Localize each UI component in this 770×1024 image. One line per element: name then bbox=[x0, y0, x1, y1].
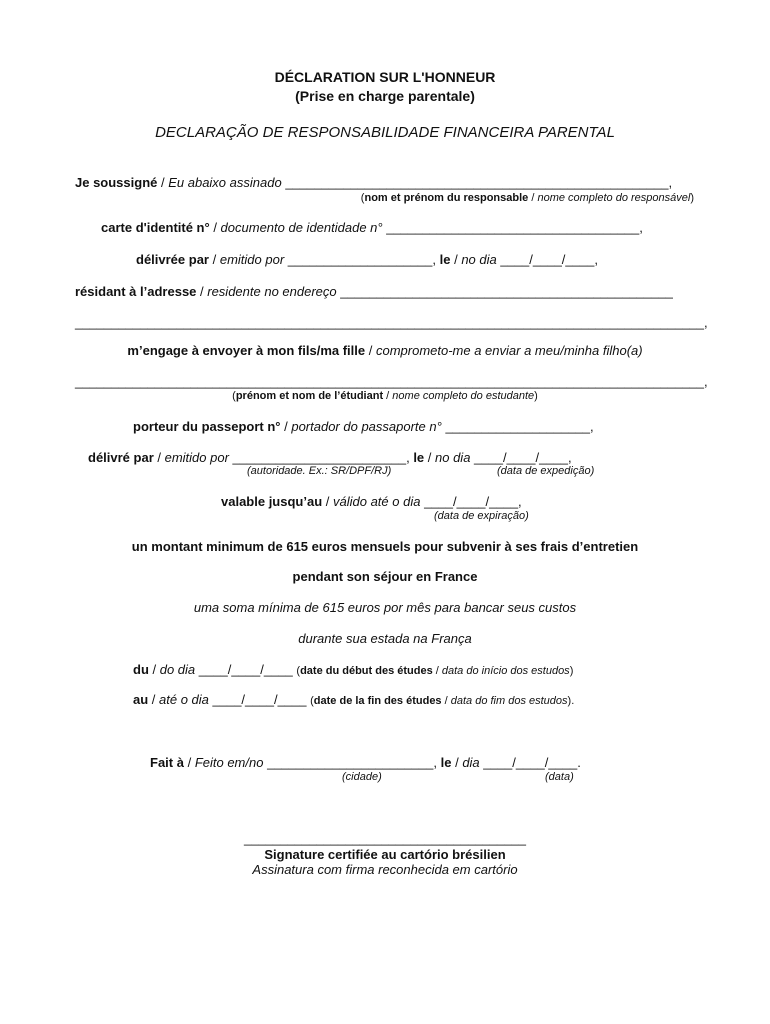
label-pt: emitido por bbox=[164, 450, 229, 465]
label-fr: m’engage à envoyer à mon fils/ma fille bbox=[127, 343, 366, 358]
no-dia-label: no dia bbox=[435, 450, 471, 465]
line-passeport: porteur du passeport n° / portador do passaporte n° ____________________, bbox=[133, 419, 594, 434]
document-title: DÉCLARATION SUR L'HONNEUR bbox=[274, 69, 496, 85]
document-subtitle: (Prise en charge parentale) bbox=[295, 88, 475, 104]
label-fr: carte d'identité n° bbox=[101, 220, 210, 235]
city-blank: _______________________, bbox=[267, 755, 437, 770]
date-blank: ____/____/____, bbox=[424, 494, 522, 509]
hint-soussigne: (nom et prénom du responsable / nome completo do responsável) bbox=[360, 192, 694, 204]
issuer-blank: ________________________, bbox=[232, 450, 410, 465]
address-blank-line-2: _______________________________________________________________________________________, bbox=[75, 315, 708, 330]
label-fr: délivrée par bbox=[136, 252, 209, 267]
line-delivree-par: délivrée par / emitido por ____________________, le / no dia ____/____/____, bbox=[136, 252, 598, 267]
label-fr: porteur du passeport n° bbox=[133, 419, 281, 434]
hint-pt: data do início dos estudos bbox=[441, 665, 570, 677]
signature-label-pt: Assinatura com firma reconhecida em cartório bbox=[252, 862, 518, 877]
label-pt: até o dia bbox=[159, 692, 209, 707]
label-pt: Feito em/no bbox=[194, 755, 264, 770]
hint-cidade: (cidade) bbox=[342, 771, 382, 783]
signature-line: _______________________________________ bbox=[244, 831, 526, 846]
line-delivre-par: délivré par / emitido por ________________________, le / no dia ____/____/____, bbox=[88, 450, 572, 465]
label-pt: Eu abaixo assinado bbox=[168, 175, 282, 190]
hint-data-expedicao: (data de expedição) bbox=[497, 465, 595, 477]
date-blank: ____/____/____ bbox=[212, 692, 307, 707]
no-dia-label: no dia bbox=[461, 252, 497, 267]
line-soussigne: Je soussigné / Eu abaixo assinado _____________________________________________________, bbox=[75, 175, 673, 190]
hint-fr: prénom et nom de l’étudiant bbox=[235, 390, 384, 402]
signature-label-fr: Signature certifiée au cartório brésilien bbox=[264, 847, 506, 862]
line-au: au / até o dia ____/____/____ (date de la fin des études / data do fim dos estudos). bbox=[133, 692, 575, 707]
le-label: le bbox=[413, 450, 425, 465]
hint-data: (data) bbox=[545, 771, 574, 783]
hint-data-expiracao-text: data de expiração bbox=[437, 510, 526, 522]
issuer-blank: ____________________, bbox=[287, 252, 436, 267]
line-engage: m’engage à envoyer à mon fils/ma fille / comprometo-me a enviar a meu/minha filho(a) bbox=[127, 343, 643, 358]
label-pt: comprometo-me a enviar a meu/minha filho(a) bbox=[375, 343, 643, 358]
hint-data-text: data bbox=[548, 771, 571, 783]
amount-fr-line-2: pendant son séjour en France bbox=[292, 569, 478, 584]
id-blank: ___________________________________, bbox=[386, 220, 643, 235]
label-fr: valable jusqu’au bbox=[221, 494, 323, 509]
date-blank: ____/____/____, bbox=[500, 252, 598, 267]
line-valable: valable jusqu’au / válido até o dia ____/____/____, bbox=[221, 494, 522, 509]
line-fait-a: Fait à / Feito em/no _______________________, le / dia ____/____/____. bbox=[150, 755, 581, 770]
le-label: le bbox=[440, 755, 452, 770]
hint-autoridade: (autoridade. Ex.: SR/DPF/RJ) bbox=[247, 465, 392, 477]
label-pt: válido até o dia bbox=[333, 494, 421, 509]
label-pt: documento de identidade n° bbox=[220, 220, 383, 235]
label-pt: portador do passaporte n° bbox=[291, 419, 442, 434]
document-title-pt: DECLARAÇÃO DE RESPONSABILIDADE FINANCEIRA PARENTAL bbox=[155, 124, 615, 141]
label-fr: Fait à bbox=[150, 755, 184, 770]
label-fr: Je soussigné bbox=[75, 175, 158, 190]
date-blank: ____/____/____. bbox=[483, 755, 581, 770]
label-pt: emitido por bbox=[219, 252, 285, 267]
label-fr: du bbox=[133, 662, 149, 677]
address-blank: ______________________________________________ bbox=[340, 284, 673, 299]
label-pt: do dia bbox=[159, 662, 196, 677]
hint-pt: nome completo do responsável bbox=[537, 192, 691, 204]
name-blank: _____________________________________________________, bbox=[285, 175, 673, 190]
passport-blank: ____________________, bbox=[445, 419, 594, 434]
label-fr: délivré par bbox=[88, 450, 154, 465]
hint-fr: date du début des études bbox=[300, 665, 433, 677]
dia-label: dia bbox=[462, 755, 480, 770]
line-carte-identite: carte d'identité n° / documento de identidade n° ___________________________________, bbox=[101, 220, 643, 235]
amount-pt-line-1: uma soma mínima de 615 euros por mês para bancar seus custos bbox=[193, 600, 577, 615]
amount-fr-line-1: un montant minimum de 615 euros mensuels pour subvenir à ses frais d’entretien bbox=[131, 539, 639, 554]
hint-fr: date de la fin des études bbox=[313, 695, 442, 707]
line-du: du / do dia ____/____/____ (date du début des études / data do início dos estudos) bbox=[133, 662, 574, 677]
hint-fr: nom et prénom du responsable bbox=[364, 192, 529, 204]
student-blank-line: _______________________________________________________________________________________, bbox=[75, 374, 708, 389]
label-pt: residente no endereço bbox=[207, 284, 337, 299]
hint-student: (prénom et nom de l’étudiant / nome completo do estudante) bbox=[232, 390, 538, 402]
hint-cidade-text: cidade bbox=[345, 771, 379, 783]
line-residant: résidant à l’adresse / residente no endereço ______________________________________________ bbox=[75, 284, 673, 299]
hint-pt: nome completo do estudante bbox=[392, 390, 535, 402]
hint-data-expiracao: (data de expiração) bbox=[434, 510, 529, 522]
amount-pt-line-2: durante sua estada na França bbox=[298, 631, 472, 646]
label-fr: au bbox=[133, 692, 149, 707]
hint-autoridade-text: autoridade. Ex.: SR/DPF/RJ bbox=[250, 465, 388, 477]
hint-pt: data do fim dos estudos bbox=[450, 695, 568, 707]
date-blank: ____/____/____ bbox=[198, 662, 293, 677]
hint-data-expedicao-text: data de expedição bbox=[500, 465, 591, 477]
le-label: le bbox=[439, 252, 451, 267]
label-fr: résidant à l’adresse bbox=[75, 284, 197, 299]
date-blank: ____/____/____, bbox=[474, 450, 572, 465]
